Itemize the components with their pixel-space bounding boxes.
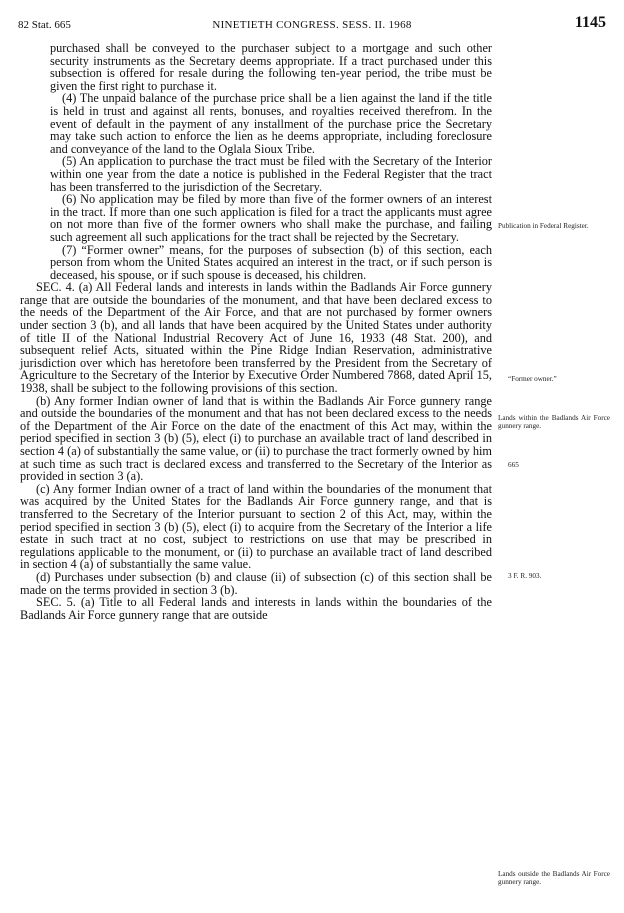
section-4c: (c) Any former Indian owner of a tract of land within the boundaries of the monument that was acquired by the United States for the Badlands Air Force gunnery range, and that is transferred to the Secretary of the Interior pursuant to section 2 of this Act, may, within the period specified in section 3 (b) (5), elect (i) to acquire from the Secretary of the Interior a life estate in such tract at no cost, subject to restrictions on use that may be prescribed in regulations applicable to the monument, or (ii) to purchase an available tract of land described in section 4 (a) of substantially the same value. bbox=[20, 481, 492, 572]
page-number: 1145 bbox=[574, 14, 606, 31]
section-4a bbox=[20, 281, 492, 394]
paragraph-6: (6) No application may be filed by more than five of the former owners of an interest in the tract. If more than one such application is filed for a tract the applicants must agree on not more than five of the former owners who shall make the purchase, and failing such agreement all such applications for the tract shall be rejected by the Secretary. bbox=[50, 192, 492, 244]
section-4b: (b) Any former Indian owner of land that is within the Badlands Air Force gunnery range and outside the boundaries of the monument and that has not been declared excess to the needs of the Department of the Air Force on the date of the enactment of this Act may, within the period specified in section 3 (b) (5), elect (i) to purchase an available tract of land described in section 4 (a) of substantially the same value, or (ii) to purchase the tract formerly owned by him at such time as such tract is declared excess and transferred to the Secretary of the Interior as provided in section 3 (a). bbox=[20, 393, 492, 484]
congress-session-title: NINETIETH CONGRESS. SESS. II. 1968 bbox=[212, 19, 412, 31]
statute-citation: 82 Stat. 665 bbox=[18, 19, 71, 31]
paragraph-continuation: purchased shall be conveyed to the purchaser subject to a mortgage and such other security instruments as the Secretary deems appropriate. If a tract purchased under this subsection is offered for resale during the following ten-year period, the tribe must be given the first right to purchase it. bbox=[50, 41, 492, 93]
section-4d: (d) Purchases under subsection (b) and clause (ii) of subsection (c) of this section shall be made on the terms provided in section 3 (b). bbox=[20, 569, 492, 597]
running-head bbox=[18, 14, 606, 36]
note-publication-federal-register: Publication in Federal Register. bbox=[498, 222, 589, 230]
note-federal-register-ref: 3 F. R. 903. bbox=[508, 572, 542, 580]
note-stat-reference: 665 bbox=[508, 461, 519, 469]
paragraph-7: (7) “Former owner” means, for the purposes of subsection (b) of this section, each person from whom the United States acquired an interest in the tract, or if such person is deceased, his spouse, or if such spouse is deceased, his children. bbox=[50, 242, 492, 282]
paragraph-4: (4) The unpaid balance of the purchase price shall be a lien against the land if the title is held in trust and against all rents, bonuses, and royalties received therefrom. In the event of default in the payment of any installment of the purchase price the Secretary may take such action to enforce the lien as he deems appropriate, including foreclosure and conveyance of the land to the Oglala Sioux Tribe. bbox=[50, 91, 492, 156]
section-4a-part-2: the Department of the Air Force, and that are not purchased by former owners under section 3 (b), and all lands that have been acquired by the United States under authority of title II of the National Industrial Recovery Act of June 16, 1933 (48 Stat. 200), and subsequent relief Acts, situated within the Pine Ridge Indian Reservation, administrative jurisdiction over which has heretofore been transferred by the President from the Secretary of Agriculture to the Secretary of the Interior by Executive Order Numbered 7868, dated April 15, 1938, shall be subject to the following provisions of this section. bbox=[20, 305, 493, 396]
paragraph-5: (5) An application to purchase the tract must be filed with the Secretary of the Interior within one year from the date a notice is published in the Federal Register that the tract has been transferred to the jurisdiction of the Secretary. bbox=[50, 154, 492, 194]
statute-body bbox=[20, 42, 492, 621]
note-lands-outside-range: Lands outside the Badlands Air Force gunnery range. bbox=[498, 870, 610, 886]
note-lands-within-range: Lands within the Badlands Air Force gunnery range. bbox=[498, 414, 610, 430]
section-4a-part-1: SEC. 4. (a) All Federal lands and interests in lands within the Badlands Air Force gunnery range that are outside the boundaries of the monument, and that have been declared excess to the needs of bbox=[20, 280, 492, 320]
section-5a: SEC. 5. (a) Title to all Federal lands and interests in lands within the boundaries of the Badlands Air Force gunnery range that are outside bbox=[20, 595, 492, 622]
note-former-owner: “Former owner.” bbox=[508, 375, 557, 383]
